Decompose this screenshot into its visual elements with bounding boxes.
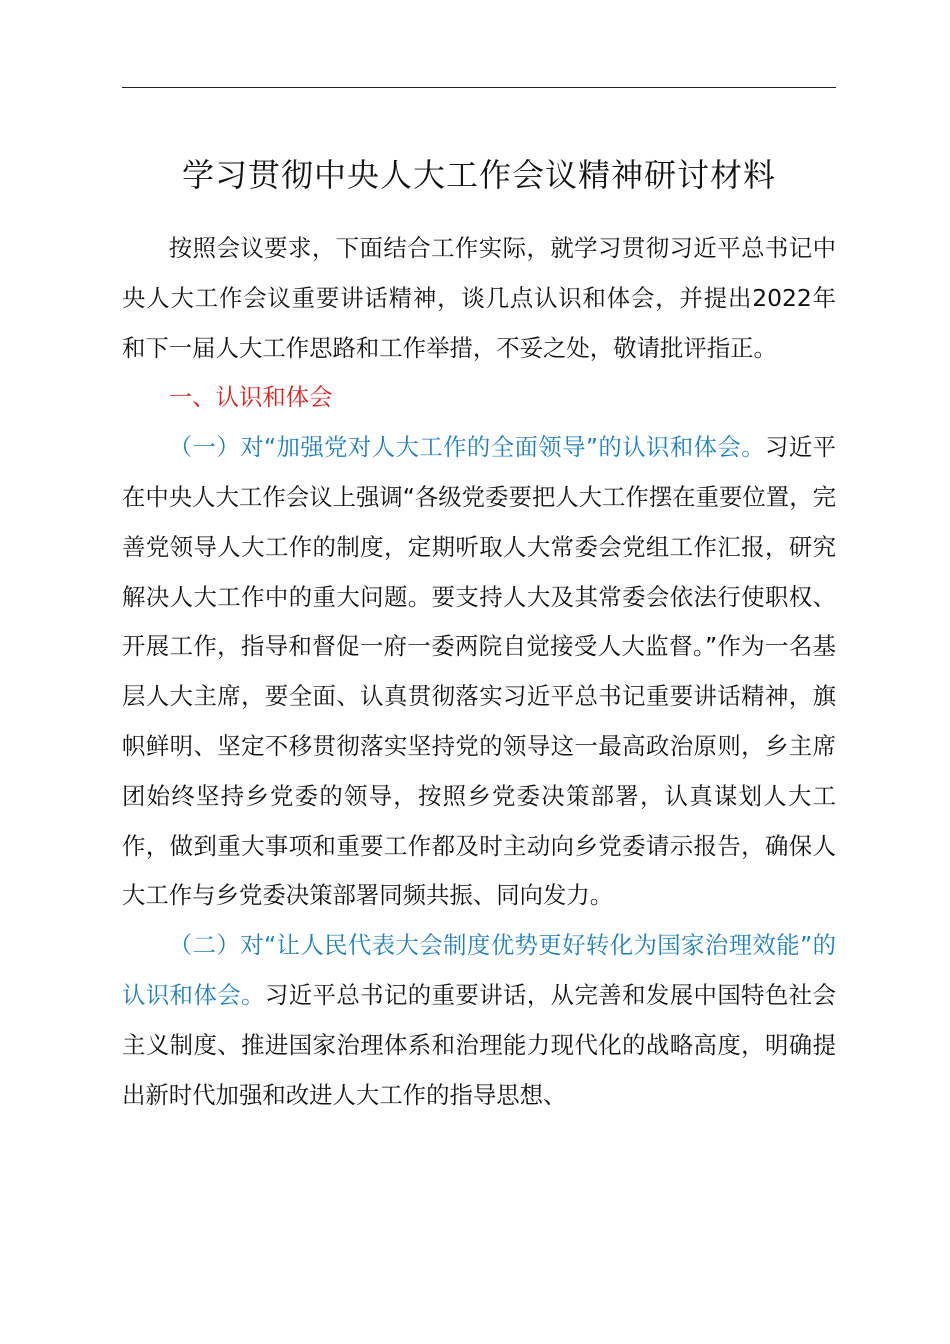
header-rule <box>122 87 836 88</box>
subsection-1-paragraph <box>122 423 836 921</box>
subsection-2-body: 习近平总书记的重要讲话，从完善和发展中国特色社会主义制度、推进国家治理体系和治理能力现代化的战略高度，明确提出新时代加强和改进人大工作的指导思想、 <box>122 980 837 1109</box>
document-body <box>122 224 836 1120</box>
section-1-heading: 一、认识和体会 <box>168 383 333 412</box>
document-title: 学习贯彻中央人大工作会议精神研讨材料 <box>181 156 776 194</box>
subsection-1-body: 习近平在中央人大工作会议上强调“各级党委要把人大工作摆在重要位置，完善党领导人大工作的制度，定期听取人大常委会党组工作汇报，研究解决人大工作中的重大问题。要支持人大及其常委会依法行使职权、开展工作，指导和督促一府一委两院自觉接受人大监督。”作为一名基层人大主席，要全面、认真贯彻落实习近平总书记重要讲话精神，旗帜鲜明、坚定不移贯彻落实坚持党的领导这一最高政治原则，乡主席团始终坚持乡党委的领导，按照乡党委决策部署，认真谋划人大工作，做到重大事项和重要工作都及时主动向乡党委请示报告，确保人大工作与乡党委决策部署同频共振、同向发力。 <box>122 433 837 910</box>
subsection-2-heading: （二）对“让人民代表大会制度优势更好转化为国家治理效能”的认识和体会。 <box>122 931 836 1009</box>
subsection-2-paragraph <box>122 921 836 1120</box>
intro-paragraph: 按照会议要求，下面结合工作实际，就学习贯彻习近平总书记中央人大工作会议重要讲话精神，谈几点认识和体会，并提出2022年和下一届人大工作思路和工作举措，不妥之处，敬请批评指正。 <box>122 234 836 362</box>
subsection-1-heading: （一）对“加强党对人大工作的全面领导”的认识和体会。 <box>168 433 766 462</box>
